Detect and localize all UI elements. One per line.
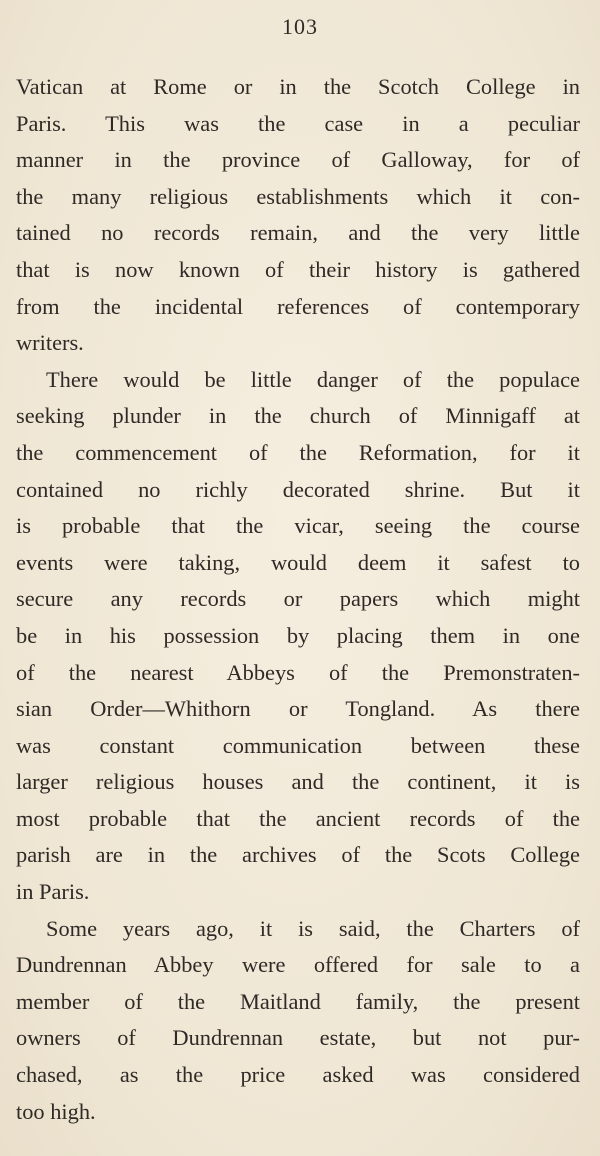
text-line: There would be little danger of the populace: [46, 366, 580, 392]
text-line: be in his possession by placing them in one: [16, 622, 580, 648]
text-line: was constant communication between these: [16, 732, 580, 758]
page-number: 103: [282, 14, 318, 39]
text-line: sian Order—Whithorn or Tongland. As there: [16, 696, 580, 722]
text-line: the many religious establishments which it con-: [16, 183, 580, 209]
text-line: from the incidental references of contemporary: [16, 293, 580, 319]
text-line: events were taking, would deem it safest to: [16, 549, 580, 575]
text-line: Dundrennan Abbey were offered for sale to a: [16, 952, 580, 978]
text-line: that is now known of their history is gathered: [16, 256, 580, 282]
text-line: the commencement of the Reformation, for it: [16, 439, 580, 465]
text-line: chased, as the price asked was considered: [16, 1062, 580, 1088]
text-line: manner in the province of Galloway, for of: [16, 147, 580, 173]
paragraph-2: [16, 362, 580, 911]
text-line: larger religious houses and the continent, it is: [16, 769, 580, 795]
text-line: seeking plunder in the church of Minnigaff at: [16, 403, 580, 429]
paragraph-1: [16, 69, 580, 362]
paragraph-3: [16, 911, 580, 1131]
text-line: parish are in the archives of the Scots College: [16, 842, 580, 868]
text-line: owners of Dundrennan estate, but not pur-: [16, 1025, 580, 1051]
text-line: is probable that the vicar, seeing the course: [16, 513, 580, 539]
text-line: contained no richly decorated shrine. But it: [16, 476, 580, 502]
text-line: too high.: [16, 1098, 96, 1124]
text-line: most probable that the ancient records of the: [16, 805, 580, 831]
text-line: of the nearest Abbeys of the Premonstraten-: [16, 659, 580, 685]
text-line: Some years ago, it is said, the Charters of: [46, 915, 580, 941]
text-line: Vatican at Rome or in the Scotch College in: [16, 74, 580, 99]
text-line: secure any records or papers which might: [16, 586, 580, 612]
text-line: tained no records remain, and the very little: [16, 220, 580, 246]
text-line: in Paris.: [16, 879, 90, 905]
text-line: writers.: [16, 330, 84, 356]
text-line: member of the Maitland family, the present: [16, 988, 580, 1014]
text-line: Paris. This was the case in a peculiar: [16, 110, 580, 136]
body-text: [16, 69, 580, 1130]
